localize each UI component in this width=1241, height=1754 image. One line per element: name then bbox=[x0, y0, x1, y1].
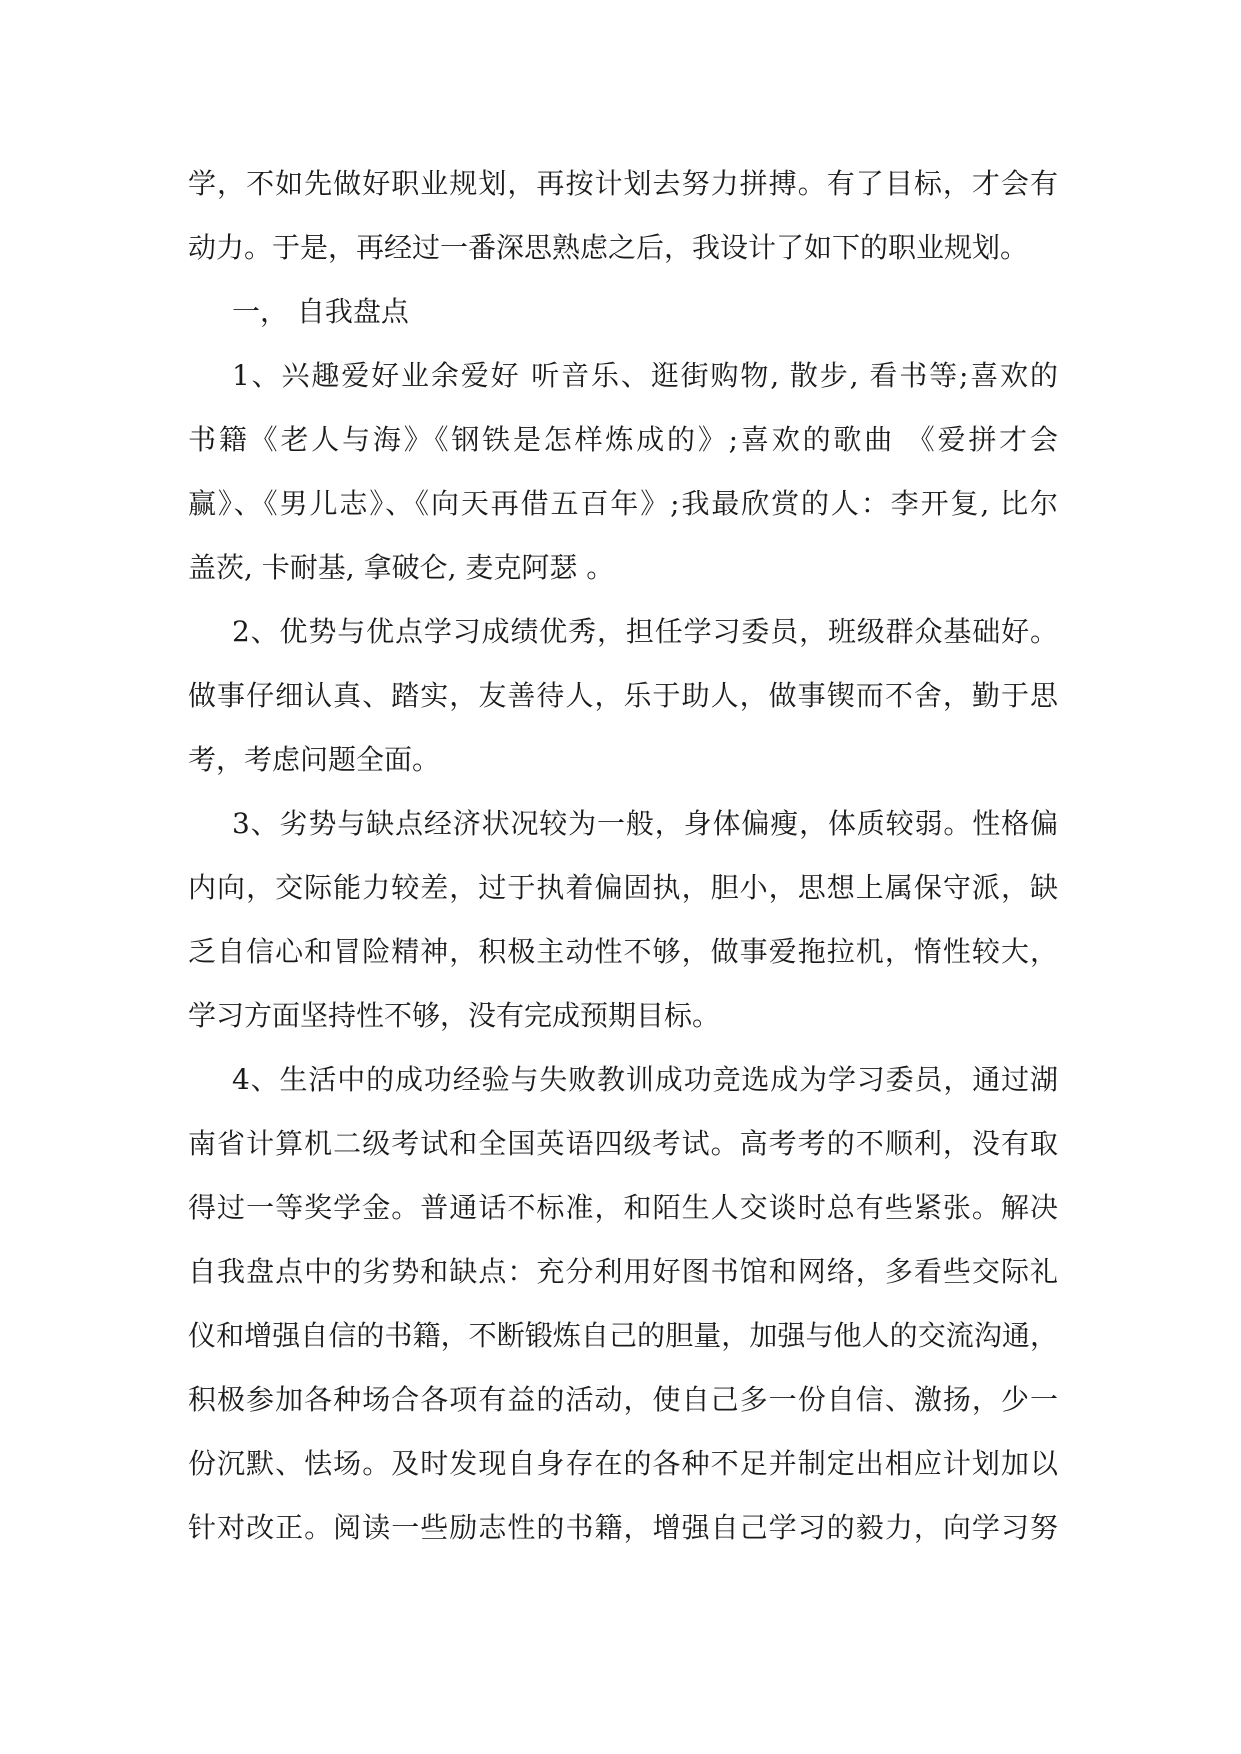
section-heading: 一， 自我盘点 bbox=[232, 295, 409, 328]
text-line: 学习方面坚持性不够，没有完成预期目标。 bbox=[188, 999, 721, 1032]
text-line: 3、劣势与缺点经济状况较为一般，身体偏瘦，体质较弱。性格偏 bbox=[232, 807, 1058, 840]
text-line: 乏自信心和冒险精神，积极主动性不够，做事爱拖拉机，惰性较大， bbox=[188, 935, 1058, 968]
text-line: 1、兴趣爱好业余爱好 听音乐、逛街购物, 散步, 看书等;喜欢的 bbox=[232, 359, 1058, 392]
text-line: 份沉默、怯场。及时发现自身存在的各种不足并制定出相应计划加以 bbox=[188, 1447, 1058, 1480]
text-line: 动力。于是，再经过一番深思熟虑之后，我设计了如下的职业规划。 bbox=[188, 231, 1029, 264]
text-line: 做事仔细认真、踏实，友善待人，乐于助人，做事锲而不舍，勤于思 bbox=[188, 679, 1058, 712]
text-line: 赢》、《男儿志》、《向天再借五百年》;我最欣赏的人：李开复, 比尔 bbox=[188, 487, 1058, 520]
text-line: 学，不如先做好职业规划，再按计划去努力拼搏。有了目标，才会有 bbox=[188, 167, 1058, 200]
text-line: 4、生活中的成功经验与失败教训成功竞选成为学习委员，通过湖 bbox=[232, 1063, 1058, 1096]
text-line: 自我盘点中的劣势和缺点：充分利用好图书馆和网络，多看些交际礼 bbox=[188, 1255, 1058, 1288]
text-line: 得过一等奖学金。普通话不标准，和陌生人交谈时总有些紧张。解决 bbox=[188, 1191, 1058, 1224]
text-line: 积极参加各种场合各项有益的活动，使自己多一份自信、激扬，少一 bbox=[188, 1383, 1058, 1416]
text-line: 仪和增强自信的书籍，不断锻炼自己的胆量，加强与他人的交流沟通， bbox=[188, 1319, 1058, 1352]
body-text bbox=[188, 152, 1058, 1560]
text-line: 盖茨, 卡耐基, 拿破仑, 麦克阿瑟 。 bbox=[188, 551, 615, 584]
text-line: 针对改正。阅读一些励志性的书籍，增强自己学习的毅力，向学习努 bbox=[188, 1511, 1058, 1544]
text-line: 内向，交际能力较差，过于执着偏固执，胆小，思想上属保守派，缺 bbox=[188, 871, 1058, 904]
text-line: 南省计算机二级考试和全国英语四级考试。高考考的不顺利，没有取 bbox=[188, 1127, 1058, 1160]
text-line: 2、优势与优点学习成绩优秀，担任学习委员，班级群众基础好。 bbox=[232, 615, 1058, 648]
text-line: 考，考虑问题全面。 bbox=[188, 743, 441, 776]
text-line: 书籍《老人与海》《钢铁是怎样炼成的》;喜欢的歌曲 《爱拼才会 bbox=[188, 423, 1058, 456]
